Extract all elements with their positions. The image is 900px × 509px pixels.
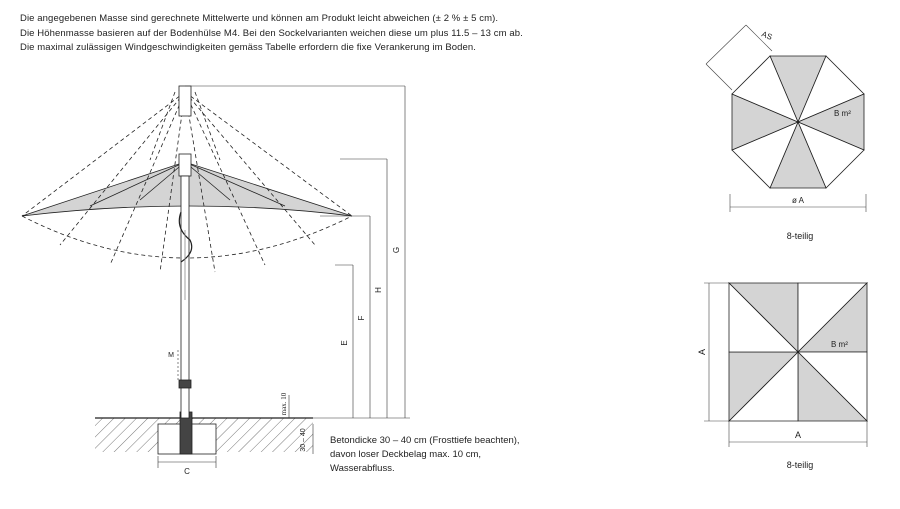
concrete-note [330, 434, 520, 476]
dim-g-label: G [392, 246, 401, 254]
dim-h-label: H [374, 287, 383, 293]
octagon-caption: 8-teilig [786, 231, 814, 241]
concrete-note-line-3: Wasserabfluss. [330, 463, 395, 474]
side-view [22, 86, 410, 468]
note-line-2: Die Höhenmasse basieren auf der Bodenhülse M4. Bei den Sockelvarianten weichen diese um plus 11.5 – 13 cm ab. [20, 27, 523, 39]
octagon-top-view [706, 25, 866, 212]
crown-hub [179, 154, 191, 176]
dim-f-label: F [357, 315, 366, 321]
dim-30-40-label: 30 – 40 [300, 428, 307, 452]
concrete-note-line-2: davon loser Deckbelag max. 10 cm, [330, 449, 482, 460]
square-side-label-left: A [697, 348, 707, 356]
concrete-note-line-1: Betondicke 30 – 40 cm (Frosttiefe beachten), [330, 435, 520, 446]
raised-hub [179, 86, 191, 116]
octagon-diameter-label: ø A [791, 196, 805, 205]
dim-m-label: M [168, 352, 174, 359]
square-caption: 8-teilig [786, 460, 814, 470]
square-side-label-bottom: A [794, 430, 802, 440]
square-area-label: B m² [831, 340, 848, 349]
note-line-1: Die angegebenen Masse sind gerechnete Mittelwerte und können am Produkt leicht abweichen (± 2 % ± 5 cm). [20, 13, 499, 24]
note-line-3: Die maximal zulässigen Windgeschwindigkeiten gemäss Tabelle erfordern die fixe Verankerung im Boden. [20, 42, 477, 53]
octagon-as-label: AS [760, 29, 774, 42]
octagon-area-label: B m² [834, 109, 851, 118]
dim-max10-label: max. 10 [280, 392, 288, 416]
dim-e-label: E [340, 340, 349, 346]
mast-collar [179, 380, 191, 388]
square-top-view [704, 283, 867, 447]
dim-c-label: C [184, 467, 190, 476]
